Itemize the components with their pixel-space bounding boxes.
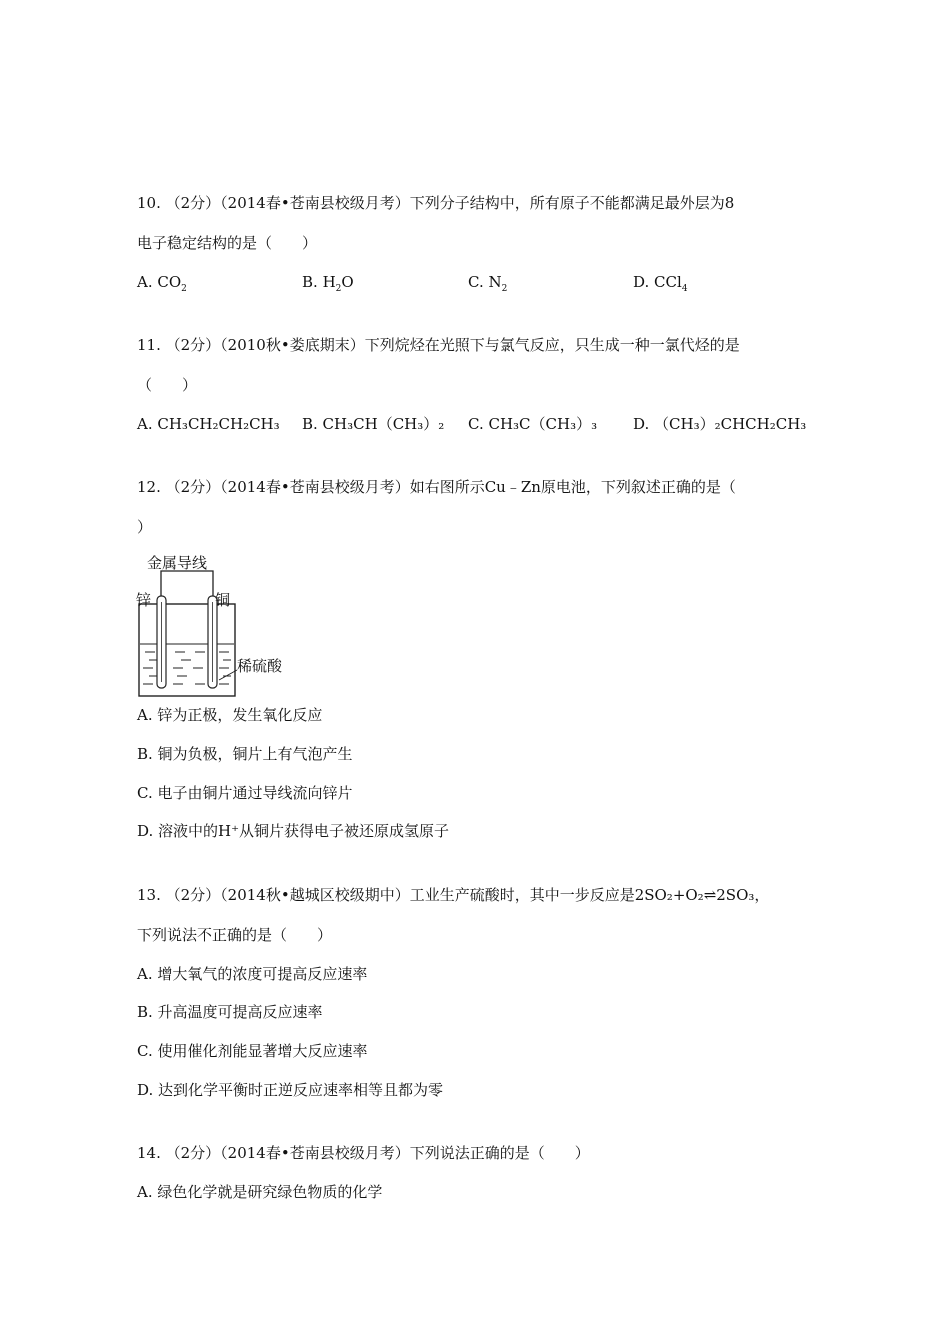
q11-stem-line-1: 11. （2分）（2010秋•娄底期末）下列烷烃在光照下与氯气反应，只生成一种一氯代烃的是 <box>137 336 740 354</box>
q12-option-c: C. 电子由铜片通过导线流向锌片 <box>137 784 353 802</box>
q10-option-a: A. $CO_2$ <box>137 273 187 294</box>
q13-option-b: B. 升高温度可提高反应速率 <box>137 1003 323 1021</box>
zinc-label: 锌 <box>136 591 152 609</box>
q13-stem-line-1: 13. （2分）（2014秋•越城区校级期中）工业生产硫酸时，其中一步反应是2SO₂+O₂⇌2SO₃， <box>137 886 770 904</box>
q13-option-d: D. 达到化学平衡时正逆反应速率相等且都为零 <box>137 1081 444 1099</box>
q10-stem-line-1: 10. （2分）（2014春•苍南县校级月考）下列分子结构中，所有原子不能都满足最外层为8 <box>137 194 735 212</box>
acid-label: 稀硫酸 <box>237 657 283 675</box>
copper-label: 铜 <box>215 591 231 609</box>
galvanic-cell-diagram <box>137 552 307 700</box>
q11-option-d: D. （CH₃）₂CHCH₂CH₃ <box>633 415 807 433</box>
q12-stem-line-2: ） <box>137 518 153 536</box>
q10-option-c: C. $N_2$ <box>468 273 508 294</box>
q13-option-a: A. 增大氧气的浓度可提高反应速率 <box>137 965 368 983</box>
q12-option-b: B. 铜为负极，铜片上有气泡产生 <box>137 745 353 763</box>
q13-option-c: C. 使用催化剂能显著增大反应速率 <box>137 1042 368 1060</box>
wire-label: 金属导线 <box>147 554 208 572</box>
q11-option-c: C. CH₃C（CH₃）₃ <box>468 415 598 433</box>
q14-stem-line-1: 14. （2分）（2014春•苍南县校级月考）下列说法正确的是（ ） <box>137 1144 590 1162</box>
q11-stem-line-2: （ ） <box>137 376 198 394</box>
q12-option-d: D. 溶液中的H⁺从铜片获得电子被还原成氢原子 <box>137 822 450 840</box>
q11-option-a: A. CH₃CH₂CH₂CH₃ <box>137 415 280 433</box>
q12-stem-line-1: 12. （2分）（2014春•苍南县校级月考）如右图所示Cu﹣Zn原电池，下列叙述正确的是（ <box>137 478 736 496</box>
q13-stem-line-2: 下列说法不正确的是（ ） <box>137 926 333 944</box>
q10-option-b: B. $H_2O$ <box>302 273 354 294</box>
q14-option-a: A. 绿色化学就是研究绿色物质的化学 <box>137 1183 383 1201</box>
q10-option-d: D. CCl$_4$ <box>633 273 688 294</box>
q12-option-a: A. 锌为正极，发生氧化反应 <box>137 706 323 724</box>
galvanic-cell-figure <box>137 552 307 700</box>
q10-stem-line-2: 电子稳定结构的是（ ） <box>137 234 318 252</box>
q11-option-b: B. CH₃CH（CH₃）₂ <box>302 415 445 433</box>
